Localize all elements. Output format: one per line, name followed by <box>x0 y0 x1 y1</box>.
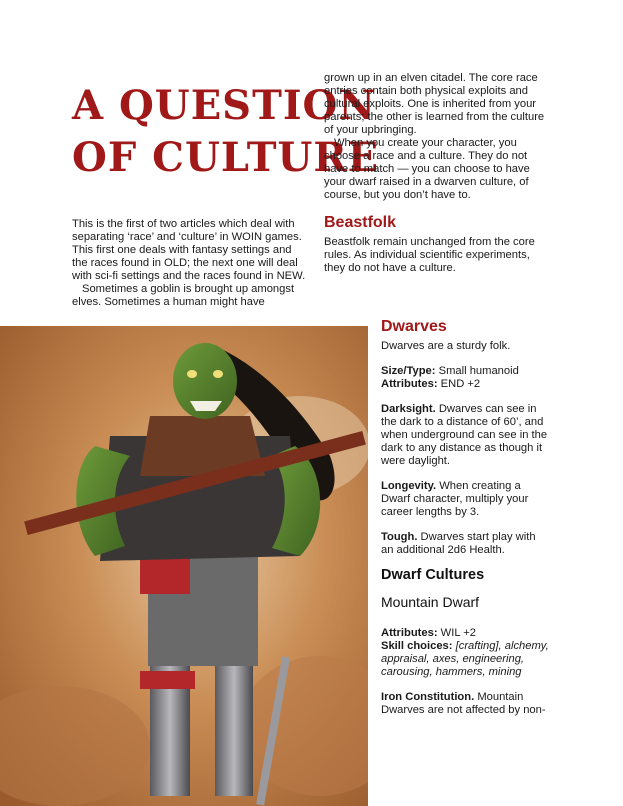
longevity-text: When creating a Dwarf character, multiply your career lengths by 3. <box>381 480 529 518</box>
intro-paragraph-1: This is the first of two articles which deal with separating ‘race’ and ‘culture’ in WOIN games. This first one deals with fantasy settings and the races found in OLD; the next one will deal with sci-fi settings and the races found in NEW. <box>72 218 306 282</box>
culture-attributes <box>381 627 551 640</box>
culture-attributes-label: Attributes: <box>381 627 438 639</box>
col2-paragraph-1: grown up in an elven citadel. The core race entries contain both physical exploits and cultural exploits. One is inherited from your parents; the other is learned from the culture of your upbringing. <box>324 72 545 136</box>
second-column <box>324 72 552 275</box>
attributes-label: Attributes: <box>381 378 438 390</box>
darksight-text: Dwarves can see in the dark to a distance of 60’, and when underground can see in the dark to any distance as though it were daylight. <box>381 403 548 467</box>
dwarves-tough <box>381 531 551 557</box>
beastfolk-heading: Beastfolk <box>324 214 397 231</box>
size-label: Size/Type: <box>381 365 436 377</box>
dwarves-size <box>381 365 551 378</box>
iron-text: Mountain Dwarves are not affected by non- <box>381 691 546 716</box>
intro-column <box>72 218 308 309</box>
dwarves-heading: Dwarves <box>381 318 447 335</box>
skills-label: Skill choices: <box>381 640 453 652</box>
mountain-dwarf-heading: Mountain Dwarf <box>381 594 480 610</box>
size-value: Small humanoid <box>435 365 519 377</box>
dwarves-intro: Dwarves are a sturdy folk. <box>381 340 511 352</box>
tough-label: Tough. <box>381 531 418 543</box>
culture-skills <box>381 640 551 679</box>
dwarves-darksight <box>381 403 551 468</box>
title-line-1: A QUESTION <box>72 82 376 129</box>
attributes-value: END +2 <box>437 378 481 390</box>
culture-attributes-value: WIL +2 <box>437 627 477 639</box>
orc-illustration-svg <box>0 326 368 806</box>
skills-value: [crafting], alchemy, appraisal, axes, engineering, carousing, hammers, mining <box>381 640 549 678</box>
third-column <box>381 318 551 729</box>
title-line-2: OF CULTURE <box>72 134 380 181</box>
culture-iron-constitution <box>381 691 551 717</box>
dwarves-attributes <box>381 378 551 391</box>
intro-paragraph-2: Sometimes a goblin is brought up amongst elves. Sometimes a human might have <box>72 283 295 308</box>
dwarf-cultures-heading: Dwarf Cultures <box>381 567 485 583</box>
longevity-label: Longevity. <box>381 480 437 492</box>
darksight-label: Darksight. <box>381 403 436 415</box>
iron-label: Iron Constitution. <box>381 691 475 703</box>
tough-text: Dwarves start play with an additional 2d6 Health. <box>381 531 536 556</box>
orc-warrior-illustration <box>0 326 368 806</box>
beastfolk-text: Beastfolk remain unchanged from the core rules. As individual scientific experiments, they do not have a culture. <box>324 236 535 274</box>
dwarves-longevity <box>381 480 551 519</box>
col2-paragraph-2: When you create your character, you choose a race and a culture. They do not have to match — you can choose to have your dwarf raised in a dwarven culture, of course, but you don’t have to. <box>324 137 530 201</box>
